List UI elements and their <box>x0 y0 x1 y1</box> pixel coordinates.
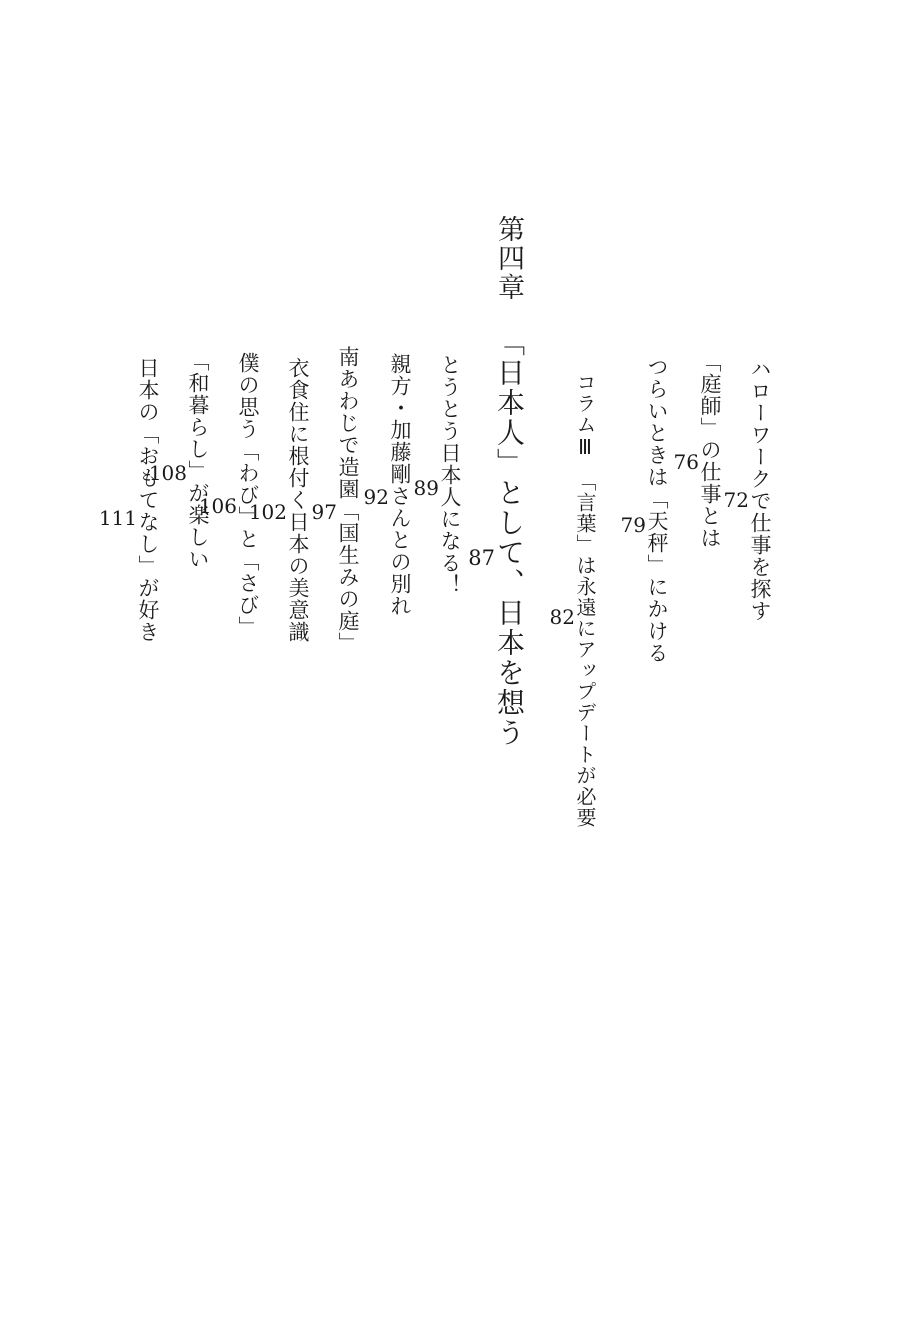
toc-entry-page: 82 <box>549 605 575 629</box>
toc-entry-title: 南あわじで造園「国生みの庭」 <box>336 346 360 654</box>
toc-entry[interactable] <box>98 320 160 680</box>
toc-entry-page: 92 <box>363 485 389 509</box>
chapter-heading[interactable] <box>476 208 522 308</box>
toc-entry-title: ハローワークで仕事を探す <box>748 358 772 622</box>
toc-entry-page: 111 <box>98 506 137 530</box>
chapter-title: 「日本人」として、日本を想う <box>493 328 526 748</box>
toc-entry-title: 日本の「おもてなし」が好き <box>136 357 160 643</box>
chapter-heading-label: 第四章 <box>493 214 524 302</box>
chapter-title-page: 87 <box>468 545 495 570</box>
toc-entry[interactable] <box>551 320 595 880</box>
toc-entry-page: 97 <box>311 500 337 524</box>
toc-entry-page: 89 <box>413 476 439 500</box>
toc-entry-title: とうとう日本人になる！ <box>438 354 462 596</box>
toc-entry-page: 102 <box>248 500 287 524</box>
toc-entry-page: 108 <box>148 461 187 485</box>
toc-entry-title: 「庭師」の仕事とは <box>698 351 722 549</box>
toc-entry-page: 79 <box>620 513 646 537</box>
toc-entry[interactable] <box>413 320 462 630</box>
toc-entry[interactable] <box>148 320 210 600</box>
toc-entry[interactable] <box>673 320 722 580</box>
toc-entry[interactable] <box>311 320 360 680</box>
chapter-title-entry[interactable] <box>468 318 526 758</box>
toc-entry-title: 衣食住に根付く日本の美意識 <box>286 357 310 643</box>
toc-entry-title: 親方・加藤剛さんとの別れ <box>388 353 412 617</box>
toc-entry-title: コラムⅢ 「言葉」は永遠にアップデートが必要 <box>573 372 597 828</box>
toc-entry[interactable] <box>723 320 772 660</box>
toc-entry-title: 「和暮らし」が楽しい <box>186 350 210 570</box>
toc-entry-title: つらいときは「天秤」にかける <box>645 356 669 664</box>
toc-entry-page: 76 <box>673 450 699 474</box>
toc-entry-page: 72 <box>723 488 749 512</box>
toc-entry-title: 僕の思う「わび」と「さび」 <box>236 352 260 638</box>
toc-entry[interactable] <box>363 320 412 650</box>
toc-entry-page: 106 <box>198 494 237 518</box>
toc-entry[interactable] <box>620 320 669 700</box>
